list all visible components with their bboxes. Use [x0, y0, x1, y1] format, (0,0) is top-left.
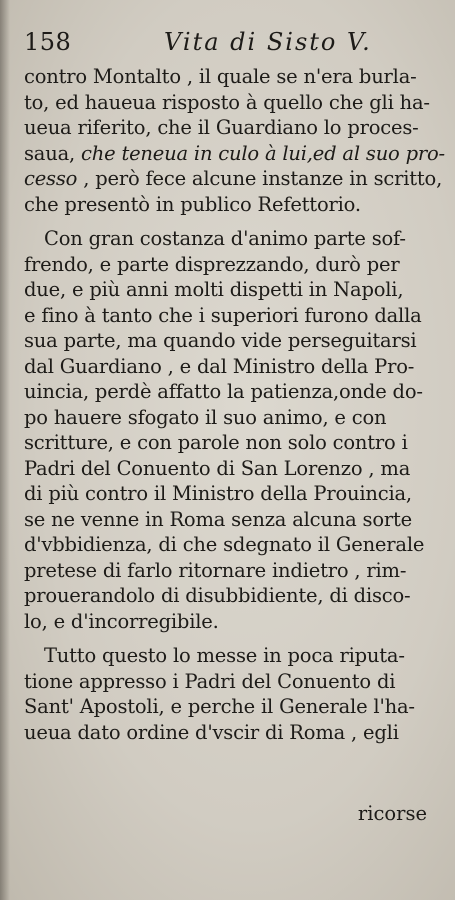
text-segment: scritture, e con parole non solo contro i: [24, 431, 408, 454]
text-line: [24, 166, 443, 192]
text-segment: due, e più anni molti dispetti in Napoli,: [24, 278, 404, 301]
text-segment: che presentò in publico Refettorio.: [24, 192, 361, 216]
text-line: [24, 141, 445, 167]
text-segment: Padri del Conuento di San Lorenzo , ma: [24, 456, 411, 480]
text-line: [24, 379, 434, 405]
text-line: [24, 430, 434, 456]
text-segment: lo, e d'incorregibile.: [24, 609, 219, 633]
text-line: [24, 558, 434, 584]
page-header: [24, 28, 431, 64]
text-segment: ueua riferito, che il Guardiano lo proces-: [24, 116, 419, 139]
text-segment: se ne venne in Roma senza alcuna sorte: [24, 507, 412, 531]
text-line: [24, 694, 434, 720]
text-line: [24, 481, 434, 507]
text-segment: tione appresso i Padri del Conuento di: [24, 669, 396, 693]
running-title: Vita di Sisto V.: [164, 28, 372, 56]
italic-segment: cesso: [24, 167, 78, 190]
text-line: [24, 583, 434, 609]
text-segment: d'vbbidienza, di che sdegnato il Generale: [24, 533, 425, 556]
text-segment: dal Guardiano , e dal Ministro della Pro-: [24, 354, 415, 378]
text-segment: frendo, e parte disprezzando, durò per: [24, 252, 400, 276]
text-segment: sua parte, ma quando vide perseguitarsi: [24, 329, 417, 352]
text-line: [24, 115, 434, 141]
text-segment: , però fece alcune instanze in scritto,: [77, 167, 443, 190]
text-segment: uincia, perdè affatto la patienza,onde do-: [24, 380, 423, 403]
page-number: 158: [24, 28, 72, 56]
text-segment: Tutto questo lo messe in poca riputa-: [44, 644, 405, 667]
text-segment: ueua dato ordine d'vscir di Roma , egli: [24, 720, 399, 744]
body-text: [24, 64, 445, 745]
catchword: ricorse: [357, 802, 427, 825]
text-segment: di più contro il Ministro della Prouincia,: [24, 482, 412, 505]
text-segment: contro Montalto , il quale se n'era burla-: [24, 65, 417, 88]
text-line: [24, 456, 434, 482]
text-segment: e fino à tanto che i superiori furono dalla: [24, 303, 422, 327]
text-line: [24, 90, 434, 116]
text-segment: Sant' Apostoli, e perche il Generale l'ha-: [24, 695, 415, 718]
text-line: [24, 720, 434, 746]
text-line: [24, 405, 434, 431]
text-line: [24, 328, 434, 354]
text-segment: Con gran costanza d'animo parte sof-: [44, 227, 406, 250]
text-line: [24, 252, 434, 278]
italic-segment: che teneua in culo à lui,ed al suo pro-: [75, 141, 445, 165]
text-segment: to, ed haueua risposto à quello che gli ha-: [24, 90, 430, 114]
text-line: [24, 532, 434, 558]
text-line: [24, 507, 434, 533]
text-segment: prouerandolo di disubbidiente, di disco-: [24, 584, 411, 607]
text-segment: po hauere sfogato il suo animo, e con: [24, 405, 387, 429]
text-line: [24, 64, 434, 90]
text-line: [24, 354, 434, 380]
text-segment: pretese di farlo ritornare indietro , rim-: [24, 558, 407, 582]
text-line: [24, 226, 434, 252]
text-line: [24, 643, 434, 669]
text-line: [24, 669, 434, 695]
text-line: [24, 277, 434, 303]
text-line: [24, 609, 434, 635]
text-segment: saua,: [24, 141, 76, 165]
binding-shadow: [0, 0, 10, 900]
text-line: [24, 192, 434, 218]
text-line: [24, 303, 434, 329]
